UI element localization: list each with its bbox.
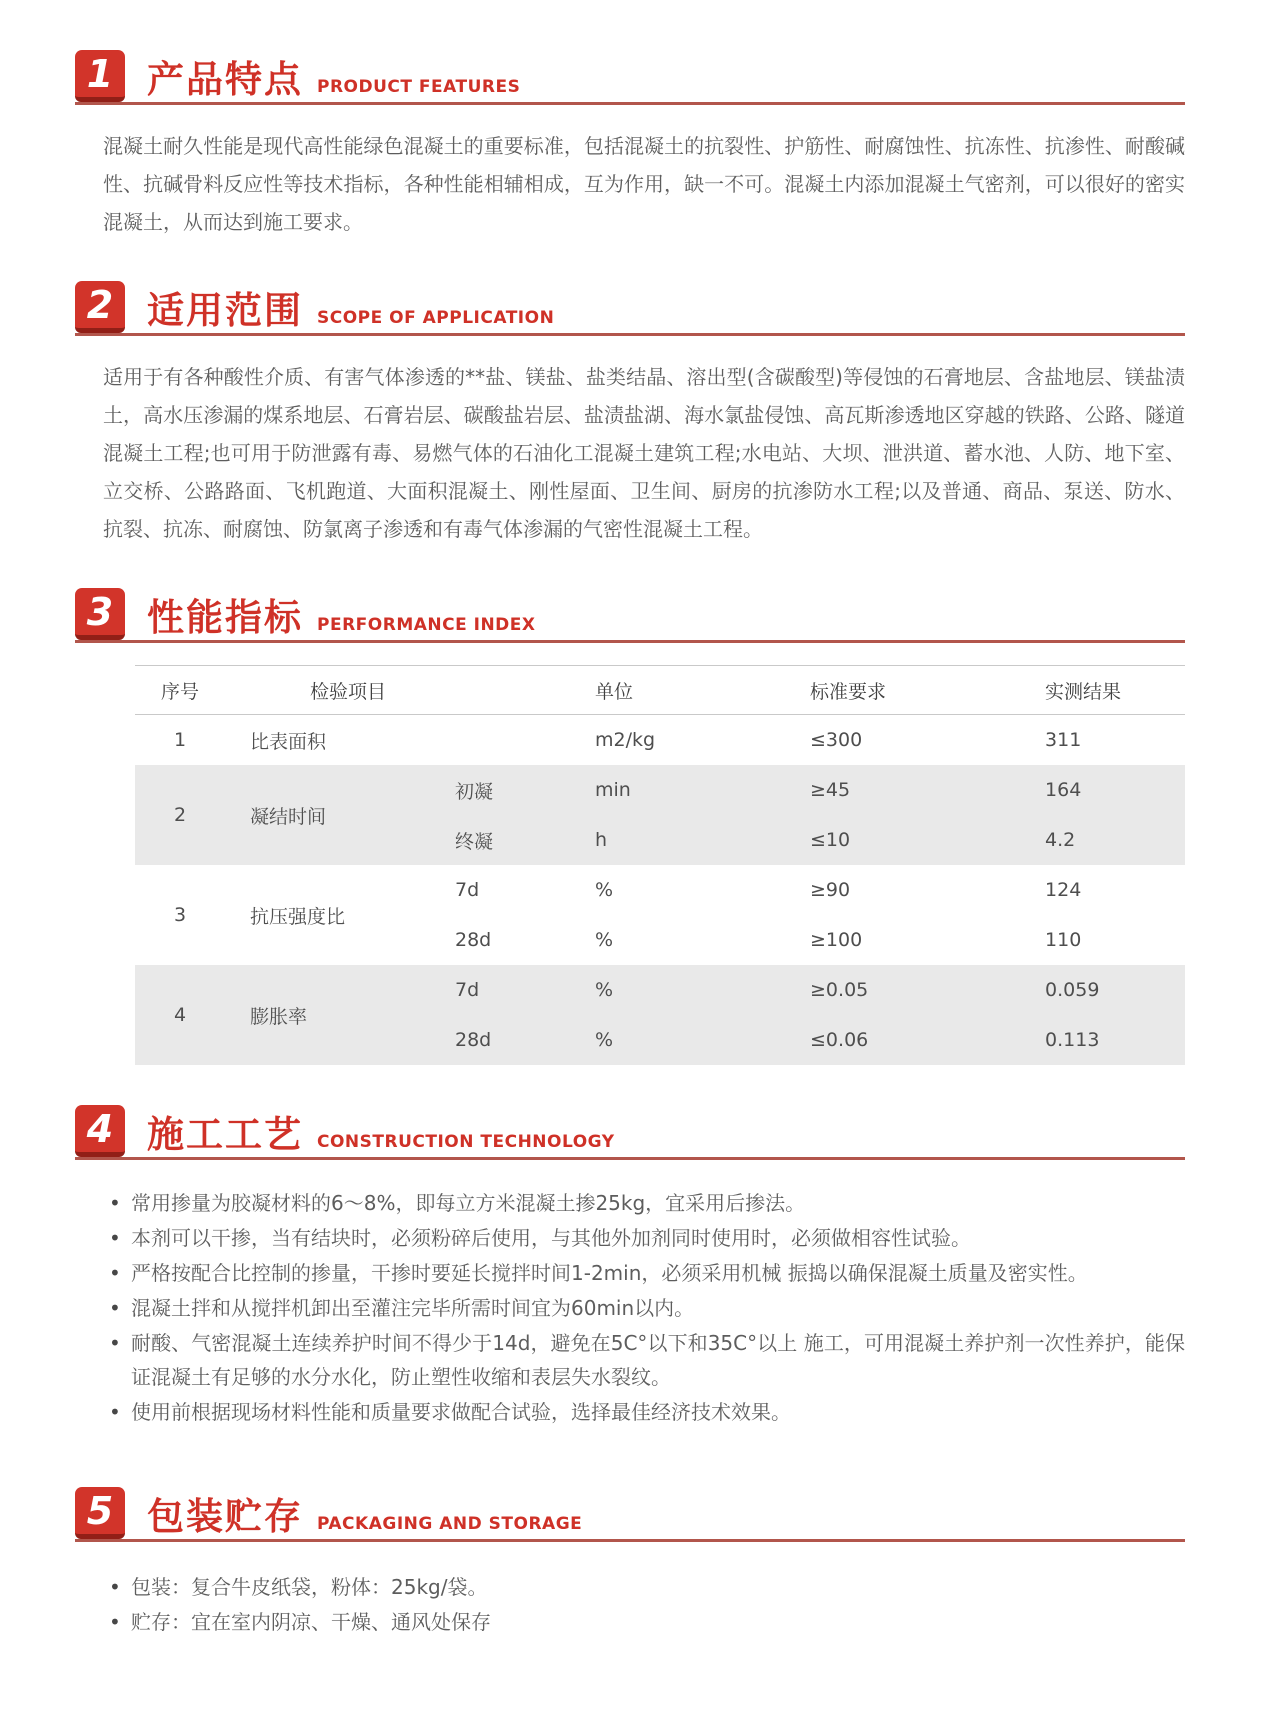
column-header-no: 序号 bbox=[135, 666, 225, 715]
section-header bbox=[75, 1487, 1185, 1542]
section-product-features bbox=[75, 50, 1185, 241]
bullet-item: • 包装：复合牛皮纸袋，粉体：25kg/袋。 bbox=[107, 1570, 1185, 1604]
section-header bbox=[75, 281, 1185, 336]
cell-subitem: 7d bbox=[415, 965, 555, 1015]
cell-result: 0.113 bbox=[1005, 1015, 1185, 1065]
cell-no: 2 bbox=[135, 765, 225, 865]
bullet-item: • 混凝土拌和从搅拌机卸出至灌注完毕所需时间宜为60min以内。 bbox=[107, 1291, 1185, 1325]
cell-result: 124 bbox=[1045, 879, 1082, 901]
section-packaging-storage bbox=[75, 1487, 1185, 1639]
section-header bbox=[75, 1105, 1185, 1160]
cell-subitem: 7d bbox=[455, 879, 480, 901]
section-header bbox=[75, 50, 1185, 105]
bullet-item: • 贮存：宜在室内阴凉、干燥、通风处保存 bbox=[107, 1605, 1185, 1639]
cell-standard: ≥0.05 bbox=[765, 965, 1005, 1015]
cell-item: 凝结时间 bbox=[225, 765, 415, 865]
section-number-badge: 4 bbox=[75, 1105, 125, 1157]
cell-standard: ≤300 bbox=[810, 729, 863, 751]
section-number-badge: 1 bbox=[75, 50, 125, 102]
table-row bbox=[135, 965, 1185, 1015]
section-header bbox=[75, 588, 1185, 643]
cell-standard: ≥90 bbox=[810, 879, 851, 901]
cell-result: 311 bbox=[1045, 729, 1082, 751]
bullet-item: • 常用掺量为胶凝材料的6～8%，即每立方米混凝土掺25kg，宜采用后掺法。 bbox=[107, 1186, 1185, 1220]
cell-subitem: 28d bbox=[415, 1015, 555, 1065]
table-header-row bbox=[135, 666, 1185, 715]
cell-result: 4.2 bbox=[1005, 815, 1185, 865]
section-title-zh: 包装贮存 bbox=[147, 1495, 303, 1538]
cell-unit: % bbox=[555, 965, 765, 1015]
table-row bbox=[135, 715, 1185, 766]
cell-item: 比表面积 bbox=[250, 730, 327, 753]
construction-bullet-list bbox=[107, 1186, 1185, 1429]
cell-no: 4 bbox=[135, 965, 225, 1065]
section-number-badge: 3 bbox=[75, 588, 125, 640]
section-title-zh: 适用范围 bbox=[147, 289, 303, 332]
section-paragraph: 适用于有各种酸性介质、有害气体渗透的**盐、镁盐、盐类结晶、溶出型(含碳酸型)等侵蚀的石膏地层、含盐地层、镁盐渍土，高水压渗漏的煤系地层、石膏岩层、碳酸盐岩层、盐渍盐湖、海水氯盐侵蚀、高瓦斯渗透地区穿越的铁路、公路、隧道混凝土工程;也可用于防泄露有毒、易燃气体的石油化工混凝土建筑工程;水电站、大坝、泄洪道、蓄水池、人防、地下室、立交桥、公路路面、飞机跑道、大面积混凝土、刚性屋面、卫生间、厨房的抗渗防水工程;以及普通、商品、泵送、防水、抗裂、抗冻、耐腐蚀、防氯离子渗透和有毒气体渗漏的气密性混凝土工程。 bbox=[103, 365, 1185, 541]
cell-no: 1 bbox=[173, 729, 187, 751]
cell-standard: ≤10 bbox=[765, 815, 1005, 865]
cell-result: 0.059 bbox=[1005, 965, 1185, 1015]
section-title-en: SCOPE OF APPLICATION bbox=[317, 308, 555, 328]
cell-result: 110 bbox=[1045, 929, 1082, 951]
cell-unit: m2/kg bbox=[595, 729, 656, 751]
cell-subitem: 28d bbox=[455, 929, 492, 951]
section-title-en: CONSTRUCTION TECHNOLOGY bbox=[317, 1132, 615, 1152]
section-title-en: PRODUCT FEATURES bbox=[317, 77, 521, 97]
cell-result: 164 bbox=[1005, 765, 1185, 815]
bullet-item: • 使用前根据现场材料性能和质量要求做配合试验，选择最佳经济技术效果。 bbox=[107, 1395, 1185, 1429]
section-number-badge: 2 bbox=[75, 281, 125, 333]
cell-subitem: 初凝 bbox=[415, 765, 555, 815]
table-row bbox=[135, 865, 1185, 915]
cell-unit: % bbox=[555, 1015, 765, 1065]
section-title-zh: 性能指标 bbox=[147, 596, 303, 639]
bullet-item: • 本剂可以干掺，当有结块时，必须粉碎后使用，与其他外加剂同时使用时，必须做相容性试验。 bbox=[107, 1221, 1185, 1255]
section-scope-of-application bbox=[75, 281, 1185, 548]
packaging-bullet-list bbox=[107, 1570, 1185, 1639]
cell-standard: ≥100 bbox=[810, 929, 863, 951]
section-title-en: PACKAGING AND STORAGE bbox=[317, 1514, 583, 1534]
cell-standard: ≤0.06 bbox=[765, 1015, 1005, 1065]
cell-unit: min bbox=[555, 765, 765, 815]
bullet-item: • 耐酸、气密混凝土连续养护时间不得少于14d，避免在5C°以下和35C°以上 施工，可用混凝土养护剂一次性养护，能保证混凝土有足够的水分水化，防止塑性收缩和表层失水裂纹。 bbox=[107, 1326, 1185, 1394]
cell-subitem: 终凝 bbox=[415, 815, 555, 865]
column-header-item: 检验项目 bbox=[225, 666, 555, 715]
cell-unit: % bbox=[595, 929, 614, 951]
section-construction-technology bbox=[75, 1105, 1185, 1429]
section-number-badge: 5 bbox=[75, 1487, 125, 1539]
cell-standard: ≥45 bbox=[765, 765, 1005, 815]
cell-subitem bbox=[415, 715, 555, 766]
column-header-standard: 标准要求 bbox=[765, 666, 1005, 715]
cell-unit: % bbox=[595, 879, 614, 901]
cell-no: 3 bbox=[173, 904, 187, 926]
section-title-en: PERFORMANCE INDEX bbox=[317, 615, 536, 635]
section-performance-index bbox=[75, 588, 1185, 1065]
table-row bbox=[135, 765, 1185, 815]
section-title-zh: 施工工艺 bbox=[147, 1113, 303, 1156]
bullet-item: • 严格按配合比控制的掺量，干掺时要延长搅拌时间1-2min，必须采用机械 振捣以确保混凝土质量及密实性。 bbox=[107, 1256, 1185, 1290]
cell-item: 抗压强度比 bbox=[250, 905, 346, 928]
section-title-zh: 产品特点 bbox=[147, 58, 303, 101]
section-paragraph: 混凝土耐久性能是现代高性能绿色混凝土的重要标准，包括混凝土的抗裂性、护筋性、耐腐蚀性、抗冻性、抗渗性、耐酸碱性、抗碱骨料反应性等技术指标，各种性能相辅相成，互为作用，缺一不可。混凝土内添加混凝土气密剂，可以很好的密实混凝土，从而达到施工要求。 bbox=[103, 134, 1185, 234]
cell-unit: h bbox=[555, 815, 765, 865]
column-header-unit: 单位 bbox=[555, 666, 765, 715]
cell-item: 膨胀率 bbox=[225, 965, 415, 1065]
performance-index-table bbox=[135, 665, 1185, 1065]
column-header-result: 实测结果 bbox=[1005, 666, 1185, 715]
